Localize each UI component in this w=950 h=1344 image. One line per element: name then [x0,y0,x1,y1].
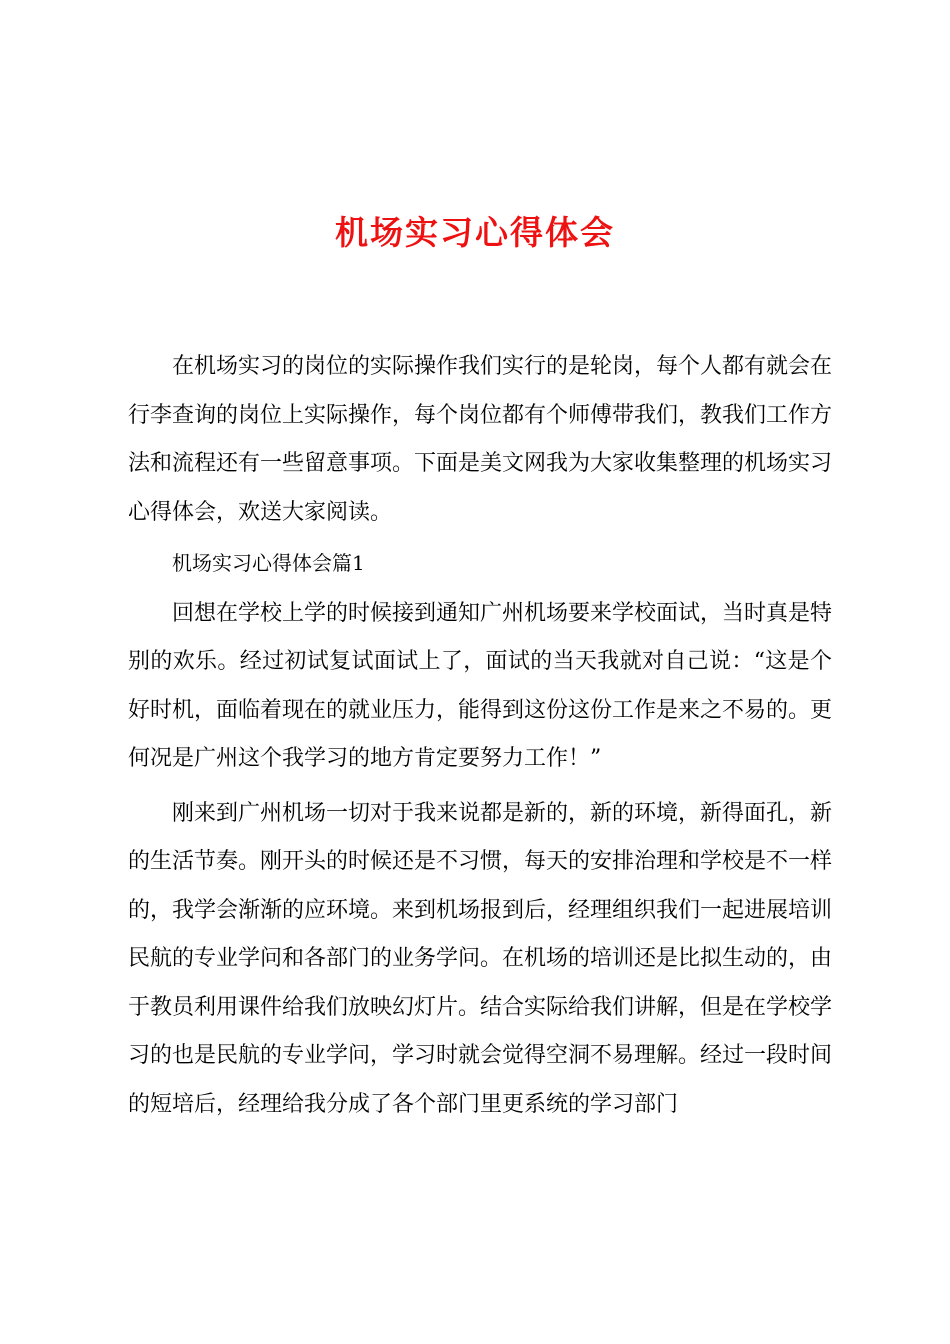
body-paragraph: 刚来到广州机场一切对于我来说都是新的，新的环境，新得面孔，新的生活节奏。刚开头的时候还是不习惯，每天的安排治理和学校是不一样的，我学会渐渐的应环境。来到机场报到后，经理组织我们一起进展培训民航的专业学问和各部门的业务学问。在机场的培训还是比拟生动的，由于教员利用课件给我们放映幻灯片。结合实际给我们讲解，但是在学校学习的也是民航的专业学问，学习时就会觉得空洞不易理解。经过一段时间的短培后，经理给我分成了各个部门里更系统的学习部门 [128,800,833,1117]
document-body [128,343,832,1129]
document-title: 机场实习心得体会 [335,213,615,252]
body-paragraph: 回想在学校上学的时候接到通知广州机场要来学校面试，当时真是特别的欢乐。经过初试复试面试上了，面试的当天我就对自己说：“这是个好时机，面临着现在的就业压力，能得到这份这份工作是来之不易的。更何况是广州这个我学习的地方肯定要努力工作！” [128,600,833,771]
intro-paragraph: 在机场实习的岗位的实际操作我们实行的是轮岗，每个人都有就会在行李查询的岗位上实际操作，每个岗位都有个师傅带我们，教我们工作方法和流程还有一些留意事项。下面是美文网我为大家收集整理的机场实习心得体会，欢送大家阅读。 [128,354,833,525]
section-heading: 机场实习心得体会篇1 [172,551,365,575]
